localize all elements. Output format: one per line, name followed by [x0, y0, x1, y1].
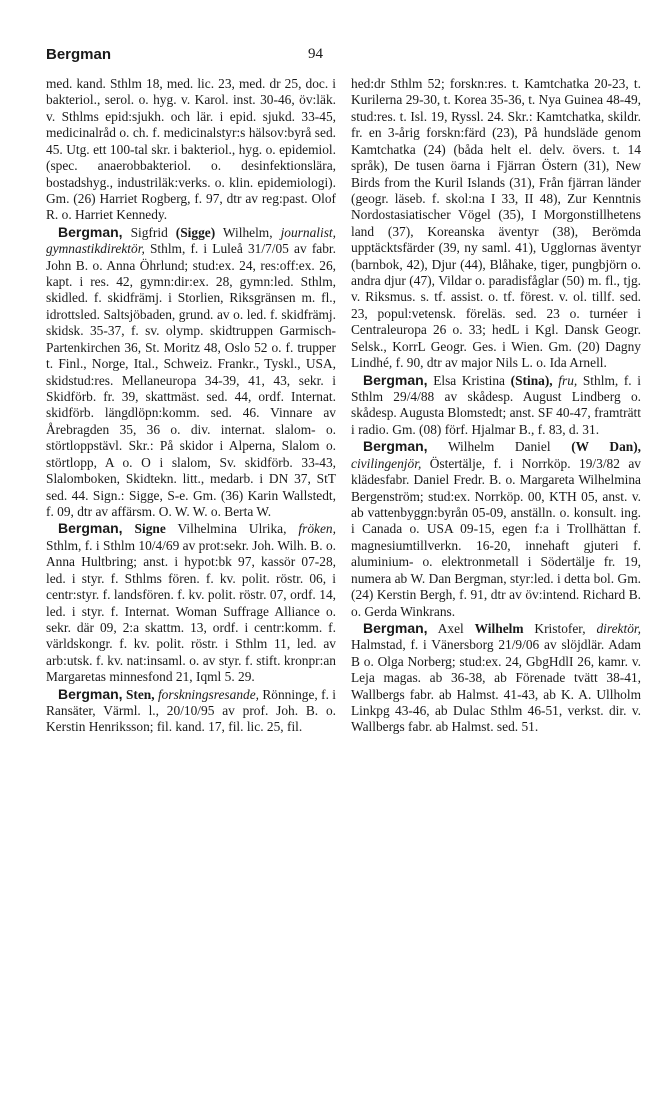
- page-number: 94: [308, 46, 323, 62]
- entry-given-name-2: Wilhelm,: [222, 224, 273, 240]
- entry-occupation: fru,: [558, 372, 578, 388]
- left-column: [46, 76, 336, 736]
- entry-given-name: Sten,: [125, 686, 155, 702]
- entry-nickname: (Sigge): [175, 224, 216, 240]
- entry-occupation: forskningsresande,: [157, 686, 259, 702]
- entry-headword: Bergman,: [58, 520, 123, 537]
- entry-text: Östertälje, f. i Norrköp. 19/3/82 av klädesfabr. Daniel Fredr. B. o. Margareta Wilhelmina Bergenström; stud:ex. Norrköp. 00, KTH 05, anst. v. ab vattenbyggn:byrån 05-09, anställn. o. konsult. ing. i Canada o. USA 09-15, egen f:a i Trollhättan f. magnesiumtillverkn. 16-20, innehaft gjuteri f. aluminium- o. elektronmetall i Södertälje fr. 19, numera ab W. Dan Bergman, styr:led. i detta bol. Gm. (24) Kerstin Bergh, f. 91, dtr av öv:intend. Richard B. o. Gerda Winkrans.: [351, 455, 641, 619]
- entry-given-name: Signe: [134, 521, 166, 537]
- entry-occupation: civilingenjör,: [351, 455, 422, 471]
- entry-occupation: direktör,: [596, 620, 641, 636]
- entry-text: Rönninge, f. i Ransäter, Värml. l., 20/10/95 av prof. Joh. B. o. Kerstin Henriksson; fil. kand. 17, fil. lic. 25, fil.: [46, 686, 337, 735]
- entry-text: med. kand. Sthlm 18, med. lic. 23, med. dr 25, doc. i bakteriol., serol. o. hyg. v. Karol. inst. 30-46, öv:läk. v. Sthlms epid:sjukh. och lär. i epid. sjukd. 33-45, medicinalråd o. ch. f. medicinalstyr:s hälsov:byrå sed. 45. Utg. ett 100-tal skr. i bakteriol., hyg. o. epidemiol. (spec. anaerobbakteriol. o. desinfektionslära, bostadshyg., industriläk:verks. o. klin. epidemiologi). Gm. (26) Harriet Rogberg, f. 97, dtr av reg:past. Olof R. o. Harriet Kennedy.: [46, 76, 336, 223]
- entry-sigfrid-bergman: [46, 224, 336, 521]
- entry-occupation: journalist, gymnastikdirektör,: [46, 224, 336, 257]
- entry-given-name: Axel: [437, 620, 464, 636]
- entry-given-name-2: Vilhelmina Ulrika,: [177, 521, 287, 537]
- entry-nickname: (Stina),: [510, 372, 553, 388]
- running-head: Bergman: [46, 46, 112, 63]
- right-column: [351, 76, 641, 736]
- entry-sten-bergman: [46, 686, 336, 736]
- entry-given-name: Wilhelm Daniel: [447, 439, 551, 455]
- entry-continuation: [351, 76, 641, 372]
- entry-text: hed:dr Sthlm 52; forskn:res. t. Kamtchatka 20-23, t. Kurilerna 29-30, t. Korea 35-36, t. Nya Guinea 48-49, stud:res. t. Isl. 19, Ryssl. 24. Skr.: Kamtchatka, skildr. fr. en 3-årig forskn:färd (23), På hundsläde genom Kamtchatka (24) (båda helt el. delv. övers. t. 14 språk), De tusen öarna i Fjärran Östern (31), New Birds from the Kuril Islands (31), Från fjärran länder (geogr. läseb. f. skol:na I 33, II 48), Zur Kenntnis Nordostasiatischer Vögel (35), I Morgonstillhetens land (37), Koreanska äventyr (38), Berömda upptäcktsfärder (39, ny saml. 41), Ugglornas äventyr (barnbok, 42), Djur (44), Blåhake, tiger, pungbjörn o. andra djur (47), Vildar o. paradisfåglar (50) m. fl., tjg. v. Riksmus. s. tf. assist. o. tf. förest. v. ol. tillf. sed. 23, popul:vetensk. föreläs. sed. 23 o. turnéer i Centraleuropa 26 o. 33; hedL i Kgl. Dansk Geogr. Selsk., KorrL Geogr. Ges. i Wien. Gm. (20) Dagny Lindhé, f. 90, dtr av major Nils L. o. Ida Arnell.: [351, 76, 641, 371]
- entry-occupation: fröken,: [298, 521, 336, 537]
- entry-nickname: Wilhelm: [474, 620, 524, 636]
- entry-w-dan-bergman: [351, 438, 641, 620]
- entry-headword: Bergman,: [363, 619, 428, 636]
- entry-axel-bergman: [351, 620, 641, 736]
- entry-headword: Bergman,: [363, 438, 428, 455]
- entry-given-name: Sigfrid: [130, 224, 168, 240]
- entry-nickname: (W Dan),: [571, 439, 642, 455]
- entry-given-name: Elsa Kristina: [433, 372, 505, 388]
- entry-text: Sthlm, f. i Sthlm 10/4/69 av prot:sekr. Joh. Wilh. B. o. Anna Hultbring; anst. i hypot:bk 97, kassör 07-28, led. i styr. f. Sthlms fören. f. kv. polit. röstr. 06, i centr:styr. f. landsfören. f. kv. polit. röstr. 07, ordf. 14, led. i styr. f. Internat. Woman Suffrage Alliance o. sekr. där 09, 2:a skattm. 13, ordf. i centr:komm. f. världskongr. f. kv. polit. röstr. i Sthlm 11, led. av arb:utsk. f. kv. nat:insaml. o. av styr. f. stift. kronpr:an Margaretas minnesfond 21, Iqml 5. 29.: [46, 537, 336, 685]
- entry-given-name-2: Kristofer,: [534, 620, 586, 636]
- entry-stina-bergman: [351, 372, 641, 439]
- page-header: [46, 46, 621, 66]
- entry-headword: Bergman,: [363, 371, 428, 388]
- entry-headword: Bergman,: [58, 685, 123, 702]
- entry-text: Sthlm, f. i Luleå 31/7/05 av fabr. John B. o. Anna Öhrlund; stud:ex. 24, res:off:ex. 26, kapt. i res. 42, gymn:dir:ex. 28, gymn:led. Sthlm, skidled. f. skidfrämj. i Storlien, Riksgränsen m. fl., idrottsled. Saltsjöbaden, grund. av o. led. f. skidfrämj. skidsk. 35-37, f. sv. olymp. skidtruppen Garmisch-Partenkirchen 36, St. Moritz 48, Oslo 52 o. f. trupper t. Finl., Norge, Ital., Schweiz. Frankr., Tyskl., USA, skidstud:res. Mellaneuropa 34-39, 41, 43, sekr. i Skidförb. fr. 39, skattmäst. sed. 44, ordf. Internat. skidförb. längdlöpn:komm. sed. 46. Vinnare av Årebragden 35, 36 o. div. internat. slalom- o. störtloppstävl. Skr.: På skidor i Alperna, Slalom o. störtlopp, A o. O i slalom, Sv. skidförb. 33-43, Slalomboken, Skidtekn. litt., medarb. i DN 37, StT sed. 44. Sign.: Sigge, S-e. Gm. (36) Karin Wallstedt, f. 09, dtr av affärsm. O. W. W. o. Berta W.: [46, 241, 336, 519]
- entry-headword: Bergman,: [58, 223, 123, 240]
- entry-signe-bergman: [46, 520, 336, 685]
- entry-text: Halmstad, f. i Vänersborg 21/9/06 av slöjdlär. Adam B o. Olga Norberg; stud:ex. 24, GbgHdlI 26, kamr. v. Leja magas. ab 36-38, ab Förenade tvätt 38-41, Wallbergs fabr. ab Halmst. 41-43, ab K. A. Ullholm Linkpg 43-46, ab Dulac Sthlm 46-51, verkst. dir. v. Wallbergs fabr. ab Halmst. sed. 51.: [351, 637, 641, 735]
- entry-text: Sthlm, f. i Sthlm 29/4/88 av skådesp. August Lindberg o. skådesp. Augusta Blomstedt; anst. SF 40-47, framträtt i radio. Gm. (08) förf. Hjalmar B., f. 83, d. 31.: [351, 372, 641, 437]
- entry-continuation: [46, 76, 336, 224]
